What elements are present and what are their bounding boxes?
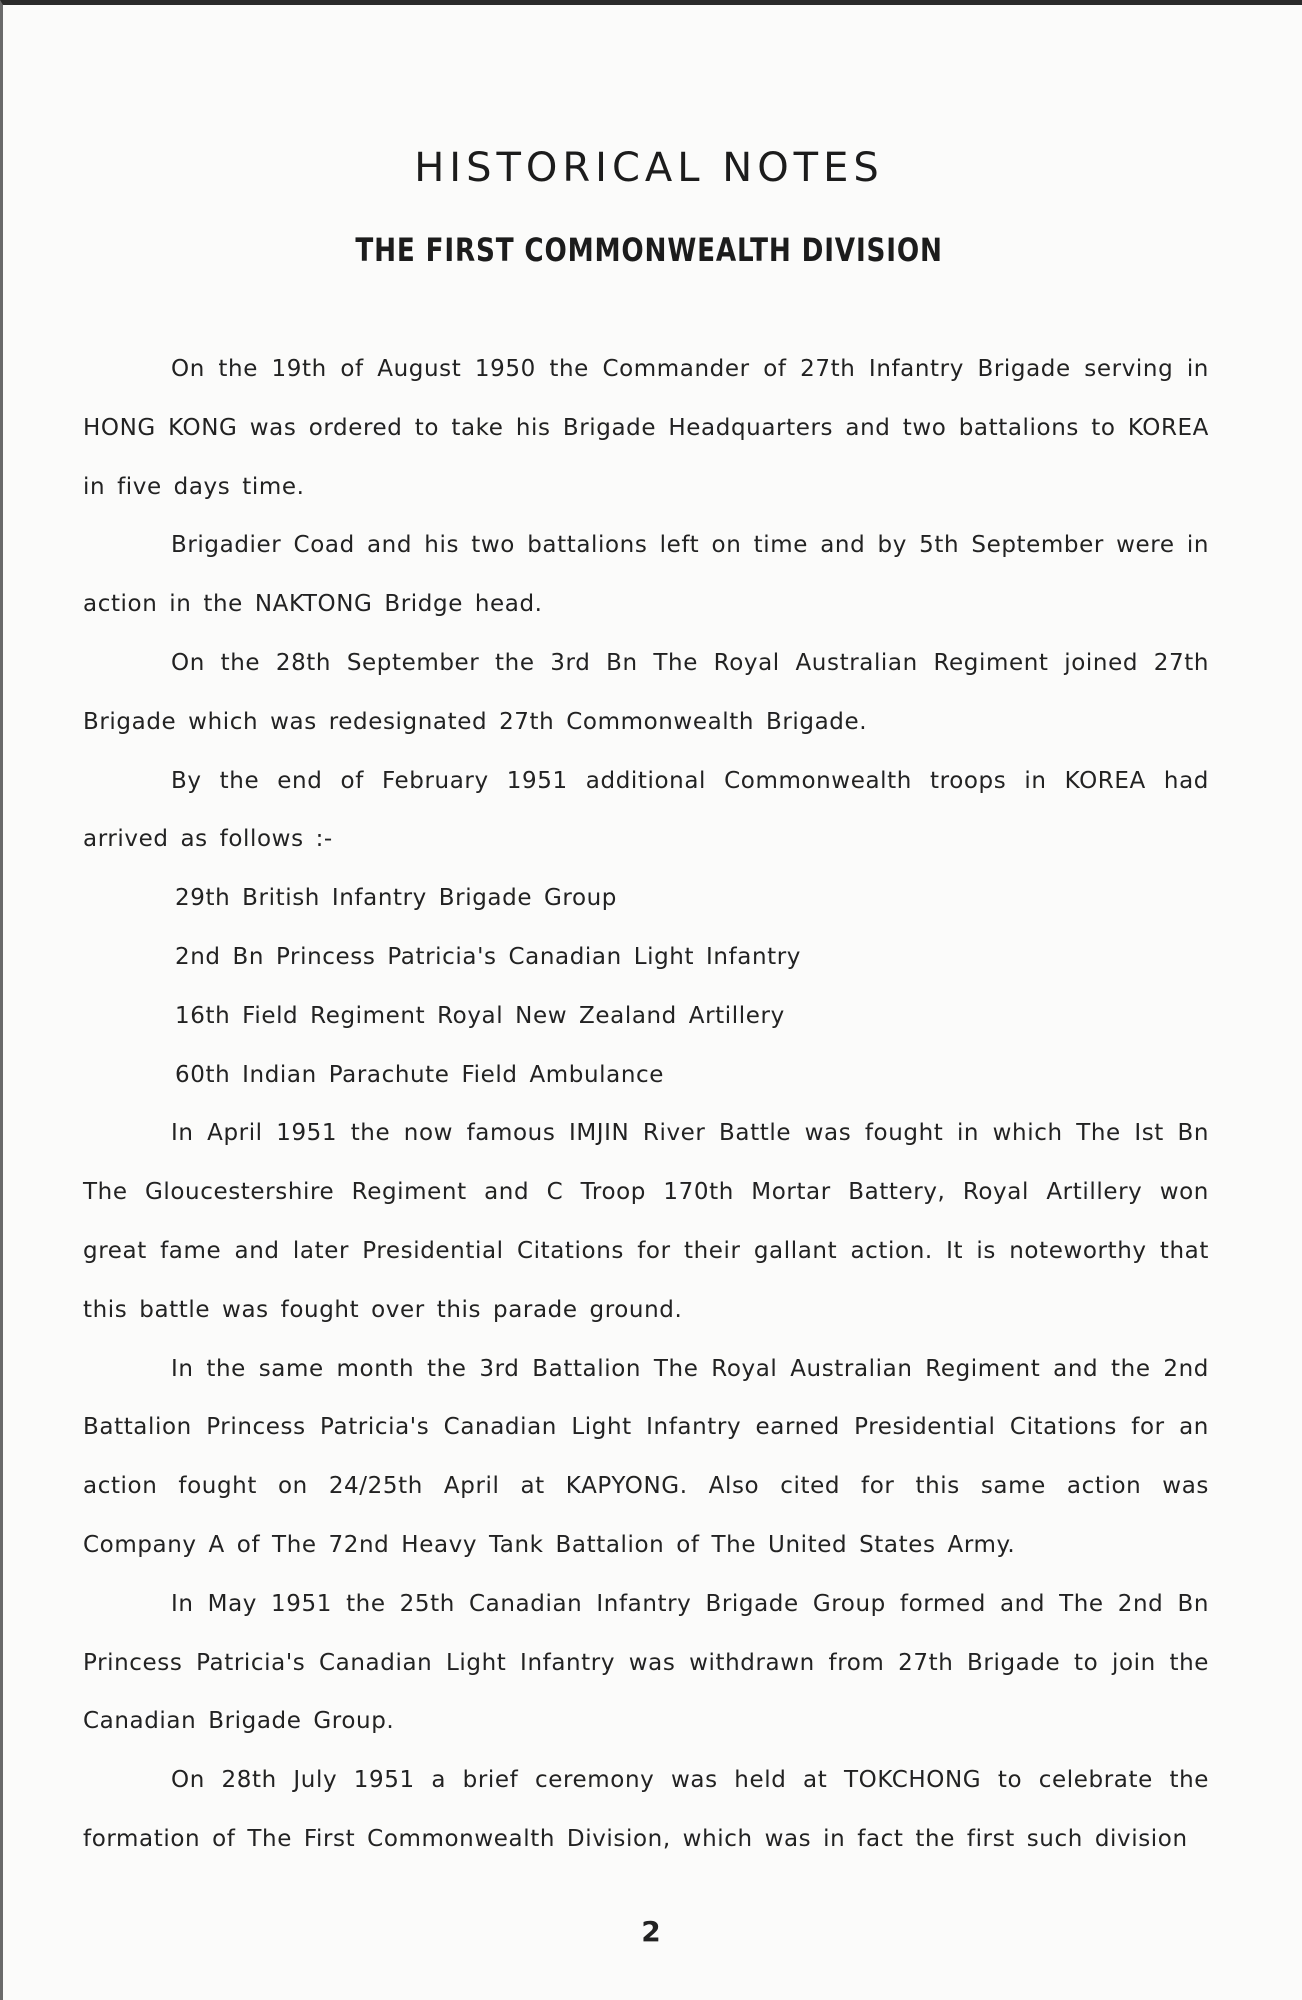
list-item: 60th Indian Parachute Field Ambulance [175,1061,665,1088]
paragraph: On 28th July 1951 a brief ceremony was held at TOKCHONG to celebrate the formation of The First Commonwealth Division, which was in fact the first such division [83,1767,1209,1852]
list-item: 16th Field Regiment Royal New Zealand Artillery [175,1002,785,1029]
paragraph: On the 19th of August 1950 the Commander of 27th Infantry Brigade serving in HONG KONG was ordered to take his Brigade Headquarters and two battalions to KOREA in five days time. [83,356,1209,500]
list-item: 2nd Bn Princess Patricia's Canadian Light Infantry [175,943,802,970]
paragraph: In the same month the 3rd Battalion The Royal Australian Regiment and the 2nd Battalion Princess Patricia's Canadian Light Infantry earned Presidential Citations for an action fought on 24/25th April at KAPYONG. Also cited for this same action was Company A of The 72nd Heavy Tank Battalion of The United States Army. [83,1355,1209,1558]
paragraph: In May 1951 the 25th Canadian Infantry Brigade Group formed and The 2nd Bn Princess Patricia's Canadian Light Infantry was withdrawn from 27th Brigade to join the Canadian Brigade Group. [83,1590,1209,1735]
list-item: 29th British Infantry Brigade Group [175,885,618,912]
paragraph: In April 1951 the now famous IMJIN River Battle was fought in which The Ist Bn The Gloucestershire Regiment and C Troop 170th Mortar Battery, Royal Artillery won great fame and later Presidential Citations for their gallant action. It is noteworthy that this battle was fought over this parade ground. [83,1120,1209,1323]
paragraph: By the end of February 1951 additional Commonwealth troops in KOREA had arrived as follows :- [83,767,1209,853]
paragraph: On the 28th September the 3rd Bn The Royal Australian Regiment joined 27th Brigade which was redesignated 27th Commonwealth Brigade. [83,649,1209,735]
page-title: HISTORICAL NOTES [414,145,884,191]
body-text [83,340,1209,1869]
page-subtitle: THE FIRST COMMONWEALTH DIVISION [355,231,943,269]
page-number: 2 [641,1915,661,1948]
paragraph: Brigadier Coad and his two battalions left on time and by 5th September were in action in the NAKTONG Bridge head. [83,532,1209,618]
